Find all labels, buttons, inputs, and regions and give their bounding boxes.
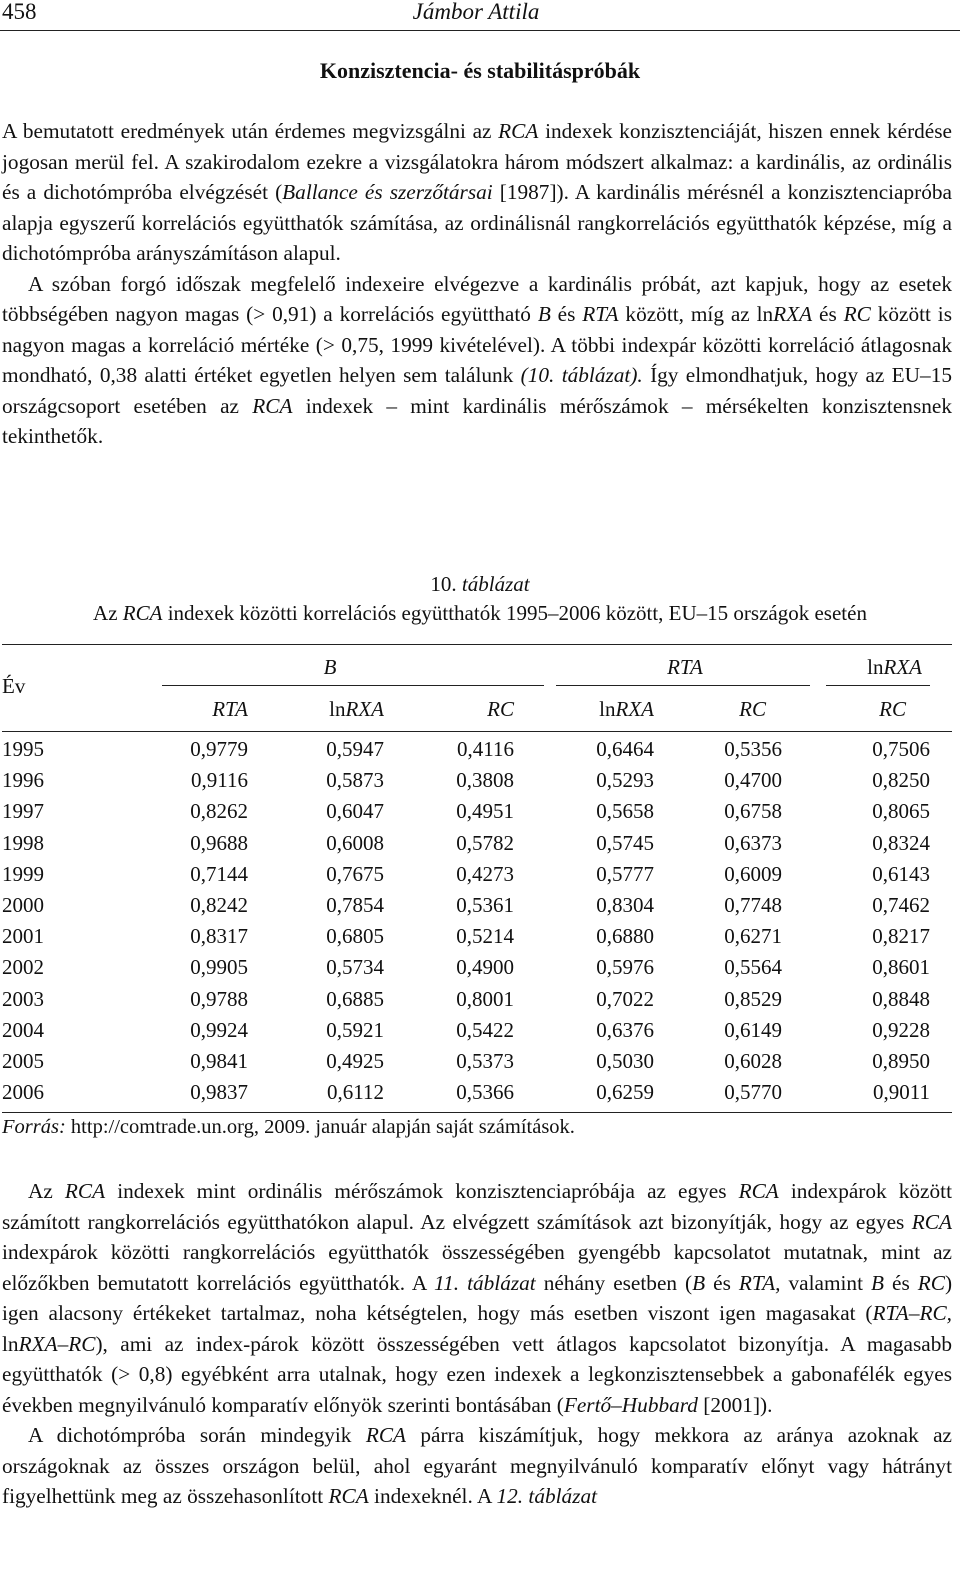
table-top-rule [2,644,952,645]
table-row [0,1046,930,1077]
value-cell: 0,9788 [190,986,248,1011]
value-cell: 0,6464 [596,737,654,762]
value-cell: 0,4900 [456,955,514,980]
table-row [0,859,930,890]
value-cell: 0,6885 [326,986,384,1011]
value-cell: 0,8601 [872,955,930,980]
table-row [0,952,930,983]
value-cell: 0,4925 [326,1048,384,1073]
paragraph-1: A bemutatott eredmények után érdemes megvizsgálni az RCA indexek konzisztenciáját, hiszen ennek kérdése jogosan merül fel. A szakirodalom ezekre a vizsgálatokra három módszert alkalmaz: a kardinális, az ordinális és a dichotómpróba elvégzését (Ballance és szerzőtársai [1987]). A kardinális mérésnél a konzisztenciapróba alapja egyszerű korrelációs együtthatók számítása, az ordinálisnál rangkorrelációs együtthatók képzése, míg a dichotómpróba arányszámításon alapul. [2,119,953,265]
value-cell: 0,5658 [596,799,654,824]
value-cell: 0,6758 [724,799,782,824]
value-cell: 0,7748 [724,893,782,918]
value-cell: 0,5777 [596,861,654,886]
table-header-rule [2,731,952,732]
col-header-rc-1: RC [487,697,514,721]
year-cell: 1995 [2,737,44,762]
table-bottom-rule [2,1112,952,1113]
value-cell: 0,9841 [190,1048,248,1073]
table-title: Az RCA indexek közötti korrelációs együtthatók 1995–2006 között, EU–15 országok esetén [93,601,867,625]
value-cell: 0,5030 [596,1048,654,1073]
year-cell: 2000 [2,893,44,918]
year-cell: 2001 [2,924,44,949]
table-row [0,890,930,921]
value-cell: 0,9688 [190,830,248,855]
value-cell: 0,3808 [456,768,514,793]
value-cell: 0,9779 [190,737,248,762]
value-cell: 0,5745 [596,830,654,855]
year-cell: 1996 [2,768,44,793]
value-cell: 0,6271 [724,924,782,949]
value-cell: 0,5214 [456,924,514,949]
paragraph-3: Az RCA indexek mint ordinális mérőszámok konzisztenciapróbája az egyes RCA indexpárok között számított rangkorrelációs együtthatókon alapul. Az elvégzett számítások azt bizonyítják, hogy az egyes RCA indexpárok közötti rangkorrelációs együtthatók összességében gyengébb kapcsolatot mutatnak, mint az előzőkben bemutatott korrelációs együtthatók. A 11. táblázat néhány esetben (B és RTA, valamint B és RC) igen alacsony értékeket tartalmaz, noha kétségtelen, hogy más esetben viszont igen magasakat (RTA–RC, lnRXA–RC), ami az index-párok között összességében vett átlagos kapcsolatot bizonyítja. A magasabb együtthatók (> 0,8) egyébként arra utalnak, hogy ezen indexek a legkonzisztensebbek a gabonafélék egyes években megnyilvánuló komparatív előnyök szerinti bontásában (Fertő–Hubbard [2001]). [2,1179,953,1417]
section-title: Konzisztencia- és stabilitáspróbák [319,58,641,83]
value-cell: 0,6805 [326,924,384,949]
value-cell: 0,8950 [872,1048,930,1073]
value-cell: 0,5921 [326,1017,384,1042]
value-cell: 0,5373 [456,1048,514,1073]
group-rule-lnrxa [826,685,930,686]
body-text-lower [2,1176,952,1512]
value-cell: 0,8250 [872,768,930,793]
value-cell: 0,8065 [872,799,930,824]
year-header: Év [2,674,26,698]
value-cell: 0,8304 [596,893,654,918]
table-row [0,796,930,827]
value-cell: 0,7144 [190,861,248,886]
value-cell: 0,7462 [872,893,930,918]
paragraph-2: A szóban forgó időszak megfelelő indexeire elvégezve a kardinális próbát, azt kapjuk, hogy az esetek többségében nagyon magas (> 0,91) a korrelációs együttható B és RTA között, míg az lnRXA és RC között is nagyon magas a korreláció mértéke (> 0,75, 1999 kivételével). A többi indexpár közötti korreláció átlagosnak mondható, 0,38 alatti értéket egyetlen helyen sem találunk (10. táblázat). Így elmondhatjuk, hogy az EU–15 országcsoport esetében az RCA indexek – mint kardinális mérőszámok – mérsékelten konzisztensnek tekinthetők. [2,271,953,448]
group-header-rta: RTA [667,655,703,679]
year-cell: 2004 [2,1017,44,1042]
year-cell: 2006 [2,1080,44,1105]
value-cell: 0,8848 [872,986,930,1011]
value-cell: 0,6376 [596,1017,654,1042]
table-row [0,1015,930,1046]
value-cell: 0,8324 [872,830,930,855]
value-cell: 0,8262 [190,799,248,824]
page-header [0,0,960,31]
page-number: 458 [2,0,37,24]
value-cell: 0,6149 [724,1017,782,1042]
value-cell: 0,5782 [456,830,514,855]
table-row [0,734,930,765]
value-cell: 0,6047 [326,799,384,824]
value-cell: 0,7506 [872,737,930,762]
value-cell: 0,4951 [456,799,514,824]
value-cell: 0,5422 [456,1017,514,1042]
value-cell: 0,5734 [326,955,384,980]
table-row [0,984,930,1015]
correlation-table [0,734,930,1108]
value-cell: 0,9837 [190,1080,248,1105]
year-cell: 1998 [2,830,44,855]
value-cell: 0,6009 [724,861,782,886]
value-cell: 0,6880 [596,924,654,949]
value-cell: 0,6008 [326,830,384,855]
value-cell: 0,9011 [873,1080,930,1105]
value-cell: 0,8317 [190,924,248,949]
value-cell: 0,7675 [326,861,384,886]
value-cell: 0,5770 [724,1080,782,1105]
year-cell: 2003 [2,986,44,1011]
value-cell: 0,5293 [596,768,654,793]
year-cell: 1997 [2,799,44,824]
value-cell: 0,9924 [190,1017,248,1042]
value-cell: 0,5356 [724,737,782,762]
value-cell: 0,6259 [596,1080,654,1105]
value-cell: 0,5366 [456,1080,514,1105]
col-header-rta: RTA [212,697,248,721]
table-caption: 10. táblázat [430,572,530,596]
value-cell: 0,7854 [326,893,384,918]
value-cell: 0,6143 [872,861,930,886]
value-cell: 0,8529 [724,986,782,1011]
value-cell: 0,7022 [596,986,654,1011]
value-cell: 0,5947 [326,737,384,762]
value-cell: 0,5976 [596,955,654,980]
group-rule-b [162,685,544,686]
value-cell: 0,5873 [326,768,384,793]
group-header-b: B [323,655,337,679]
running-title: Jámbor Attila [412,0,540,24]
table-row [0,828,930,859]
year-cell: 1999 [2,861,44,886]
value-cell: 0,9116 [191,768,248,793]
value-cell: 0,8001 [456,986,514,1011]
value-cell: 0,4700 [724,768,782,793]
table-row [0,1077,930,1108]
group-rule-rta [556,685,810,686]
value-cell: 0,9228 [872,1017,930,1042]
table-row [0,921,930,952]
col-header-lnrxa-2: lnRXA [599,697,654,721]
value-cell: 0,4116 [457,737,514,762]
group-header-lnrxa: lnRXA [867,655,922,679]
value-cell: 0,8242 [190,893,248,918]
value-cell: 0,9905 [190,955,248,980]
value-cell: 0,5361 [456,893,514,918]
body-text-upper [2,116,952,452]
paragraph-4: A dichotómpróba során mindegyik RCA párra kiszámítjuk, hogy mekkora az aránya azoknak az országoknak az összes országon belül, ahol egyaránt megnyilvánuló komparatív előnyt vagy hátrányt figyelhettünk meg az összehasonlított RCA indexeknél. A 12. táblázat [2,1423,952,1508]
value-cell: 0,8217 [872,924,930,949]
value-cell: 0,6028 [724,1048,782,1073]
value-cell: 0,4273 [456,861,514,886]
table-source: Forrás: http://comtrade.un.org, 2009. január alapján saját számítások. [2,1116,575,1138]
table-row [0,765,930,796]
col-header-lnrxa-1: lnRXA [329,697,384,721]
value-cell: 0,5564 [724,955,782,980]
value-cell: 0,6373 [724,830,782,855]
col-header-rc-2: RC [739,697,766,721]
col-header-rc-3: RC [879,697,906,721]
year-cell: 2002 [2,955,44,980]
year-cell: 2005 [2,1048,44,1073]
value-cell: 0,6112 [327,1080,384,1105]
